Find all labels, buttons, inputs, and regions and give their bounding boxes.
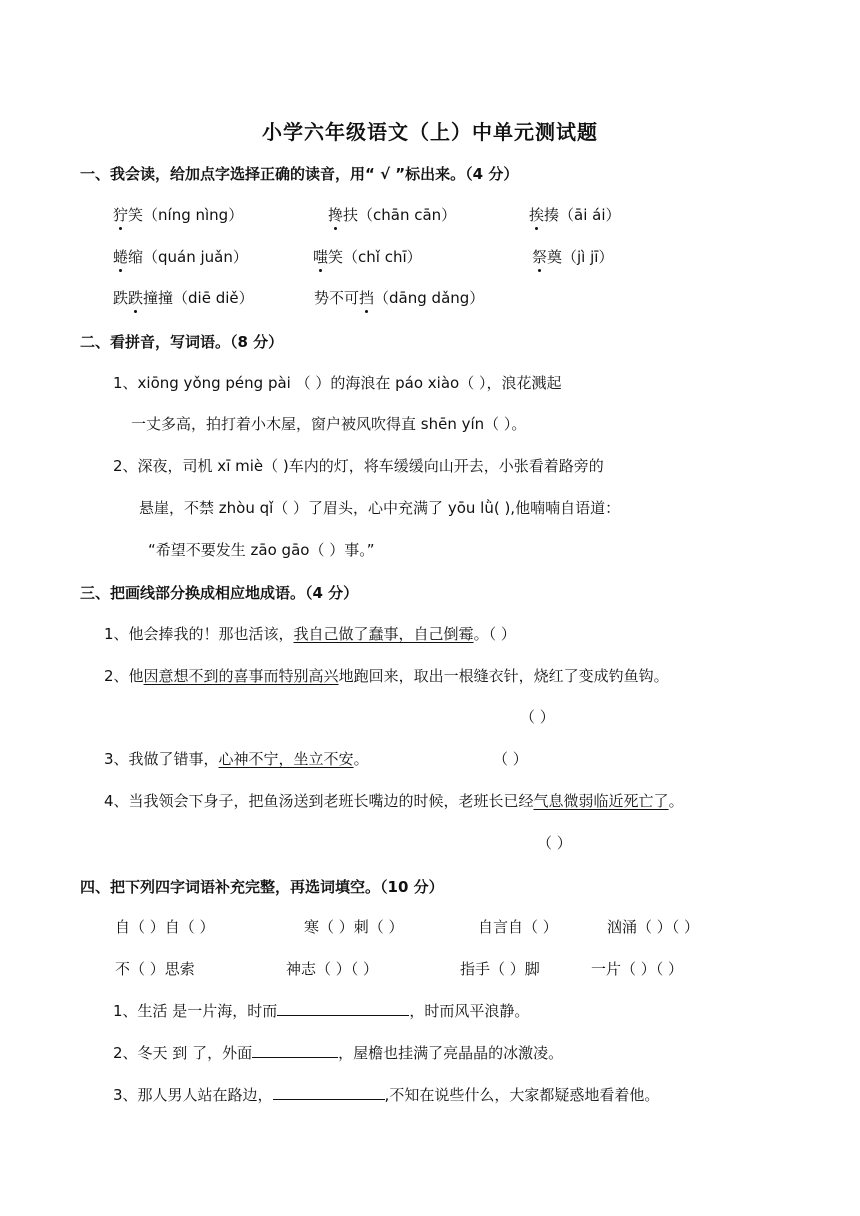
reading-item-1: 狞笑（níng nìng） (113, 206, 244, 224)
reading-item-2: 搀扶（chān cān） (328, 206, 457, 224)
idiom-question-1: 1、他会捧我的！那也活该，我自己做了蠢事，自己倒霉。（ ） (104, 625, 516, 643)
answer-blank-3[interactable]: （ ） (493, 750, 528, 768)
fill-blank-2[interactable] (252, 1043, 338, 1058)
reading-item-4: 蜷缩（quán juǎn） (113, 248, 248, 266)
fill-blank-1[interactable] (277, 1001, 409, 1016)
pinyin-question-1-line-1: 1、xiōng yǒng péng pài （ ）的海浪在 páo xiào（ ），浪花溅起 (113, 374, 562, 392)
word-item: 不（ ）思索 (115, 960, 195, 978)
pinyin-question-2-line-2: 悬崖，不禁 zhòu qǐ（ ）了眉头，心中充满了 yōu lǜ( ),他喃喃自语道： (139, 499, 621, 517)
fill-blank-3[interactable] (273, 1085, 385, 1100)
word-item: 指手（ ）脚 (460, 960, 540, 978)
pinyin-question-1-line-2: 一丈多高，拍打着小木屋，窗户被风吹得直 shēn yín（ ）。 (131, 415, 527, 433)
section-2-heading: 二、看拼音，写词语。（8 分） (80, 333, 284, 351)
reading-item-7: 跌跌撞撞（diē diě） (113, 289, 254, 307)
reading-item-8: 势不可挡（dāng dǎng） (314, 289, 485, 307)
word-item: 自（ ）自（ ） (115, 918, 215, 936)
idiom-question-4: 4、当我领会下身子，把鱼汤送到老班长嘴边的时候，老班长已经气息微弱临近死亡了。 (104, 792, 684, 810)
word-item: 自言自（ ） (478, 918, 558, 936)
page-title: 小学六年级语文（上）中单元测试题 (262, 120, 598, 144)
underlined-phrase: 我自己做了蠢事，自己倒霉 (293, 625, 474, 643)
answer-blank-2[interactable]: （ ） (520, 708, 555, 726)
fill-sentence-2: 2、冬天 到 了，外面 ，屋檐也挂满了亮晶晶的冰激凌。 (113, 1044, 564, 1062)
idiom-question-3: 3、我做了错事，心神不宁，坐立不安。 (104, 750, 369, 768)
word-item: 寒（ ）刺（ ） (304, 918, 404, 936)
word-item: 神志（ ）（ ） (286, 960, 379, 978)
word-item: 一片（ ）（ ） (591, 960, 684, 978)
section-3-heading: 三、把画线部分换成相应地成语。（4 分） (80, 584, 359, 602)
answer-blank-4[interactable]: （ ） (537, 834, 572, 852)
underlined-phrase: 气息微弱临近死亡了 (533, 792, 669, 810)
pinyin-question-2-line-3: “希望不要发生 zāo gāo（ ）事。” (148, 541, 375, 559)
underlined-phrase: 心神不宁，坐立不安 (218, 750, 354, 768)
pinyin-question-2-line-1: 2、深夜，司机 xī miè（ )车内的灯，将车缓缓向山开去，小张看着路旁的 (113, 457, 604, 475)
idiom-question-2: 2、他因意想不到的喜事而特别高兴地跑回来，取出一根缝衣针，烧红了变成钓鱼钩。 (104, 667, 669, 685)
section-1-heading: 一、我会读，给加点字选择正确的读音，用“ √ ”标出来。（4 分） (80, 165, 519, 183)
reading-item-3: 挨揍（āi ái） (529, 206, 621, 224)
word-item: 汹涌（ ）（ ） (607, 918, 700, 936)
fill-sentence-3: 3、那人男人站在路边， ,不知在说些什么，大家都疑惑地看着他。 (113, 1086, 660, 1104)
underlined-phrase: 因意想不到的喜事而特别高兴 (143, 667, 339, 685)
reading-item-5: 嗤笑（chǐ chī） (313, 248, 422, 266)
fill-sentence-1: 1、生活 是一片海，时而 ，时而风平浪静。 (113, 1002, 530, 1020)
section-4-heading: 四、把下列四字词语补充完整，再选词填空。（10 分） (80, 878, 444, 896)
reading-item-6: 祭奠（jì jī） (532, 248, 614, 266)
